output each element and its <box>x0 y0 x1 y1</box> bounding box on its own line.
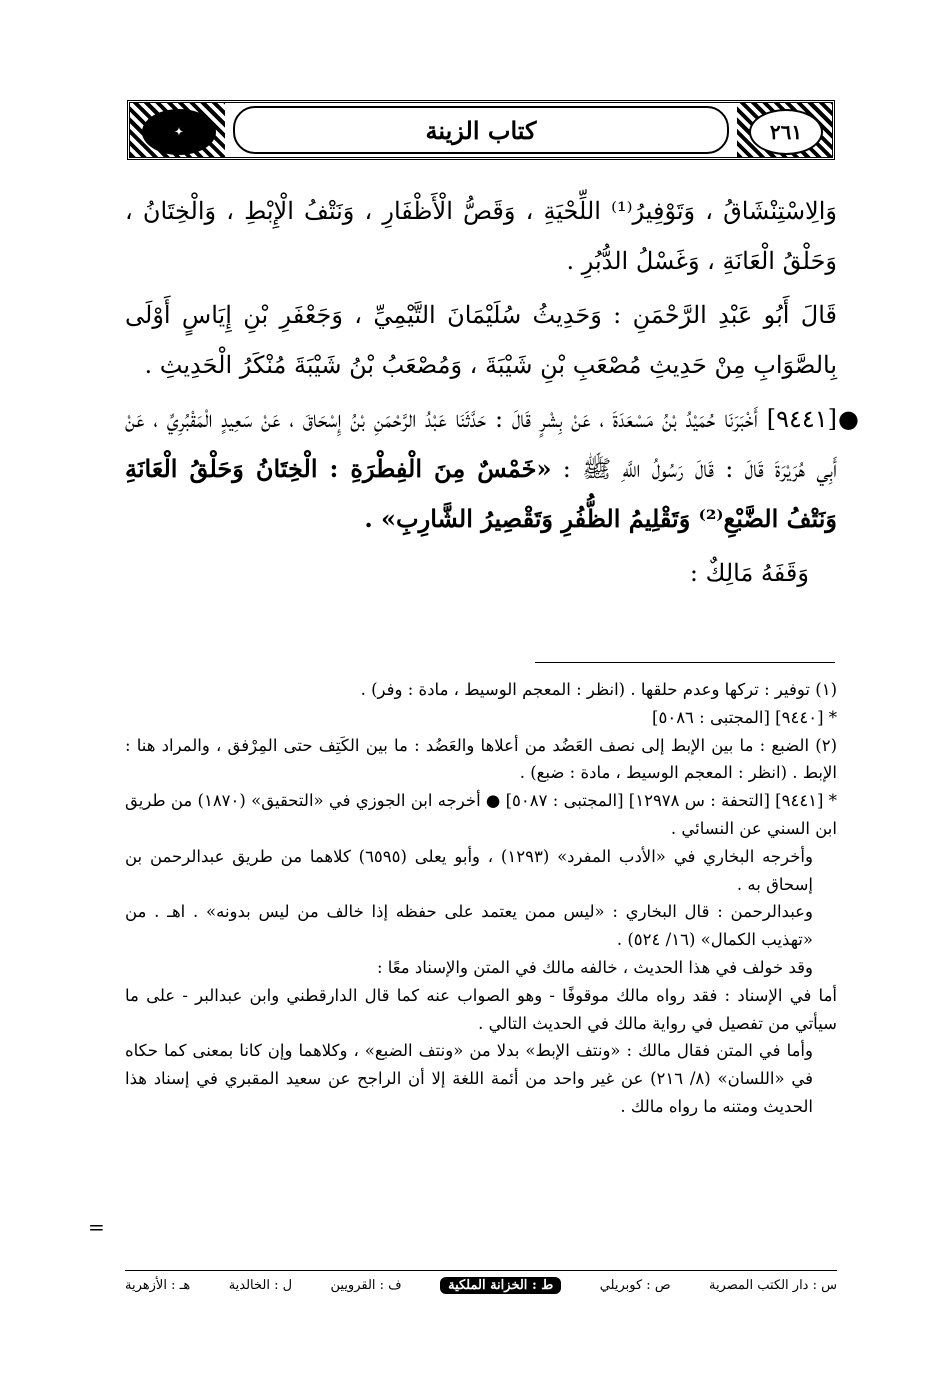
hadith-isnad: [٩٤٤١] أَخْبَرَنَا حُمَيْدُ بْنُ مَسْعَدَةَ ، عَنْ بِشْرٍ قَالَ : حَدَّثَنَا عَبْدُ الرَّحْمَنِ بْنُ إِسْحَاقَ ، عَنْ سَعِيدٍ الْمَقْبُرِيِّ ، عَنْ أَبِي هُرَيْرَةَ قَالَ : قَالَ رَسُولُ اللَّهِ ﷺ : <box>125 405 837 483</box>
footnote: * [٩٤٤٠] [المجتبى : ٥٠٨٦] <box>652 707 837 727</box>
footnote-separator <box>535 662 835 663</box>
seal-logo: ✦ <box>142 109 216 155</box>
paragraph: وَقَفَهُ مَالِكٌ : <box>689 559 809 587</box>
footnote: وقد خولف في هذا الحديث ، خالفه مالك في المتن والإسناد معًا : <box>376 957 813 977</box>
seal-ornament <box>130 103 225 157</box>
legend-item: ل : الخالدية <box>228 1278 293 1293</box>
footnote: وأخرجه البخاري في «الأدب المفرد» (١٢٩٣) ، وأبو يعلى (٦٥٩٥) كلاهما من طريق عبدالرحمن بن إسحاق به . <box>125 846 813 894</box>
footnote: (٢) الضبع : ما بين الإبط إلى نصف العَضُد من أعلاها والعَضُد : ما بين الكَتِف حتى المِرْفق ، والمراد هنا : الإبط . (انظر : المعجم الوسيط ، مادة : ضبع) . <box>125 735 837 783</box>
footnote: أما في الإسناد : فقد رواه مالك موقوفًا - وهو الصواب عنه كما قال الدارقطني وابن عبدالبر - على ما سيأتي من تفصيل في رواية مالك في الحديث التالي . <box>125 985 837 1033</box>
main-text <box>125 186 859 602</box>
hadith-paragraph <box>125 394 859 544</box>
footer-rule <box>125 1270 837 1271</box>
footnote: وأما في المتن فقال مالك : «ونتف الإبط» بدلا من «ونتف الضبع» ، وكلاهما وإن كانا بمعنى كما حكاه في «اللسان» (٨/ ٢١٦) عن غير واحد من أئمة اللغة إلا أن الراجح عن سعيد المقبري في إسناد هذا الحديث ومتنه ما رواه مالك . <box>125 1041 813 1116</box>
footnote: * [٩٤٤١] [التحفة : س ١٢٩٧٨] [المجتبى : ٥٠٨٧] ● أخرجه ابن الجوزي في «التحقيق» (١٨٧٠) من طريق ابن السني عن النسائي . <box>125 791 837 838</box>
paragraph: وَالِاسْتِنْشَاقُ ، وَتَوْفِيرُ⁽¹⁾ اللِّحْيَةِ ، وَقَصُّ الْأَظْفَارِ ، وَنَتْفُ الْإِبْطِ ، وَالْخِتَانُ ، وَحَلْقُ الْعَانَةِ ، وَغَسْلُ الدُّبُرِ . <box>125 197 837 275</box>
legend-item: ص : كوبريلي <box>599 1278 671 1293</box>
manuscript-legend <box>125 1277 837 1294</box>
margin-mark: = <box>88 1215 105 1239</box>
bullet-icon: ● <box>838 405 859 433</box>
page-number: ٢٦١ <box>749 109 823 155</box>
book-title: كتاب الزينة <box>233 106 729 154</box>
hadith-matn: «خَمْسٌ مِنَ الْفِطْرَةِ : الْخِتَانُ وَحَلْقُ الْعَانَةِ وَنَتْفُ الضَّبْعِ⁽²⁾ وَتَقْلِيمُ الظُّفُرِ وَتَقْصِيرُ الشَّارِبِ» . <box>125 454 837 533</box>
legend-item: س : دار الكتب المصرية <box>708 1278 837 1293</box>
page-header <box>127 100 835 160</box>
page-number-ornament <box>737 103 832 157</box>
legend-item-highlighted: ط : الخزانة الملكية <box>440 1277 561 1294</box>
legend-item: ف : القرويين <box>330 1278 402 1293</box>
footnote: (١) توفير : تركها وعدم حلقها . (انظر : المعجم الوسيط ، مادة : وفر) . <box>360 680 837 699</box>
footnotes <box>125 676 837 1121</box>
paragraph: قَالَ أَبُو عَبْدِ الرَّحْمَنِ : وَحَدِيثُ سُلَيْمَانَ التَّيْمِيِّ ، وَجَعْفَرِ بْنِ إِيَاسٍ أَوْلَى بِالصَّوَابِ مِنْ حَدِيثِ مُصْعَبِ بْنِ شَيْبَةَ ، وَمُصْعَبُ بْنُ شَيْبَةَ مُنْكَرُ الْحَدِيثِ . <box>125 301 837 379</box>
legend-item: هـ : الأزهرية <box>125 1278 191 1293</box>
footnote: وعبدالرحمن : قال البخاري : «ليس ممن يعتمد على حفظه إذا خالف من ليس بدونه» . اهـ . من «تهذيب الكمال» (١٦/ ٥٢٤) . <box>125 902 813 950</box>
